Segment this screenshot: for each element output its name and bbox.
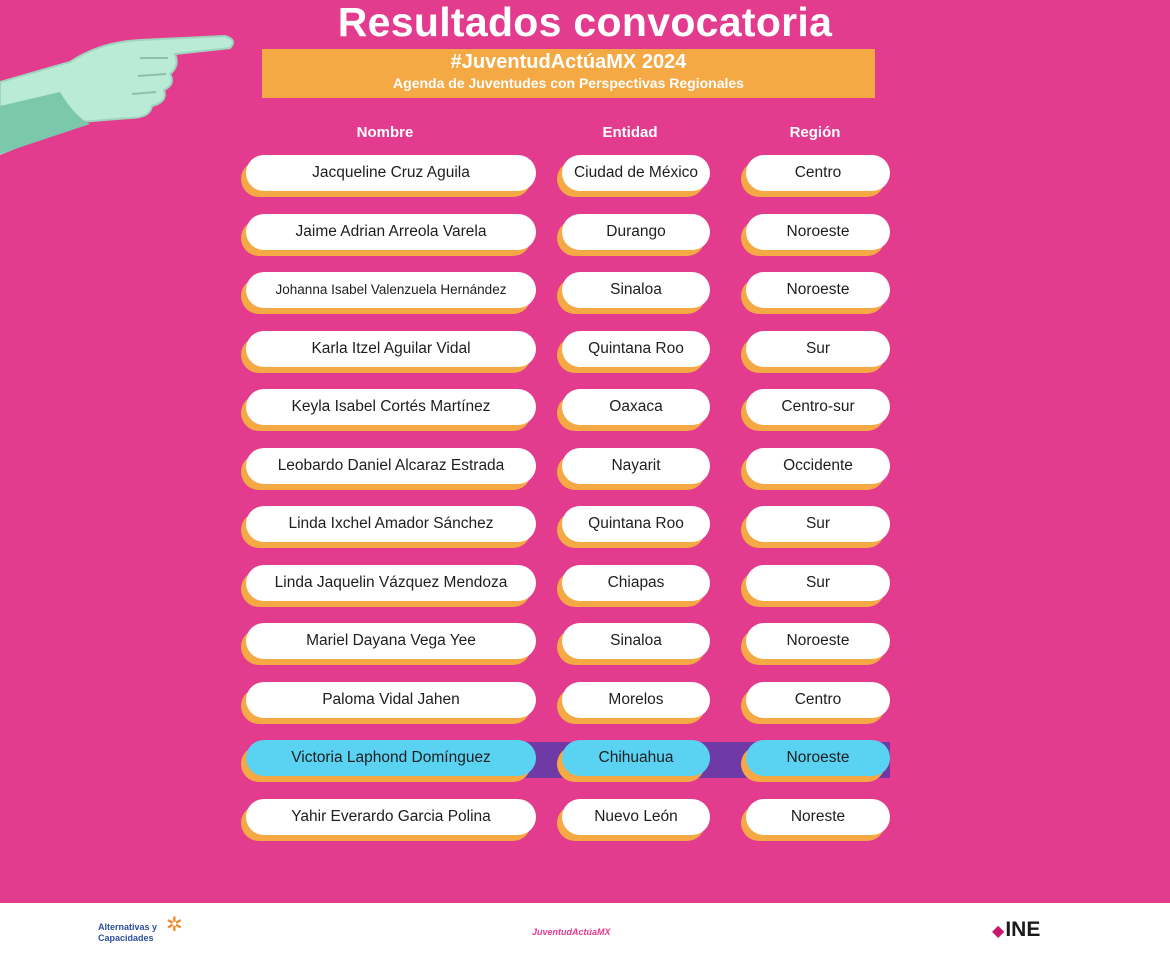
row-region-pill: Noroeste [746, 740, 890, 776]
logo-left-line1: Alternativas y [98, 922, 158, 932]
row-name-pill: Victoria Laphond Domínguez [246, 740, 536, 776]
row-entity-pill: Nayarit [562, 448, 710, 484]
row-region-pill: Occidente [746, 448, 890, 484]
subtitle-banner [262, 49, 875, 98]
logo-right-text: INE [1005, 918, 1041, 941]
footer [0, 903, 1170, 968]
row-name-pill: Yahir Everardo Garcia Polina [246, 799, 536, 835]
row-region-pill: Noroeste [746, 272, 890, 308]
column-header-region: Región [789, 124, 841, 141]
row-entity-pill: Quintana Roo [562, 506, 710, 542]
row-entity-pill: Durango [562, 214, 710, 250]
row-name-pill: Johanna Isabel Valenzuela Hernández [246, 272, 536, 308]
row-name-pill: Karla Itzel Aguilar Vidal [246, 331, 536, 367]
logo-ine [992, 918, 1040, 942]
logo-alternativas-y-capacidades [98, 914, 183, 944]
row-name-pill: Linda Jaquelin Vázquez Mendoza [246, 565, 536, 601]
row-entity-pill: Nuevo León [562, 799, 710, 835]
row-name-pill: Jaime Adrian Arreola Varela [246, 214, 536, 250]
row-entity-pill: Quintana Roo [562, 331, 710, 367]
row-region-pill: Sur [746, 565, 890, 601]
logo-juventud-actua [532, 927, 611, 937]
sprig-icon: ✲ [166, 914, 183, 936]
row-region-pill: Noroeste [746, 623, 890, 659]
hashtag-text: #JuventudActúaMX 2024 [450, 51, 687, 73]
logo-center-text: JuventudActúaMX [532, 927, 611, 937]
row-region-pill: Centro [746, 682, 890, 718]
row-entity-pill: Chihuahua [562, 740, 710, 776]
row-name-pill: Jacqueline Cruz Aguila [246, 155, 536, 191]
row-region-pill: Sur [746, 506, 890, 542]
row-entity-pill: Oaxaca [562, 389, 710, 425]
row-name-pill: Linda Ixchel Amador Sánchez [246, 506, 536, 542]
row-name-pill: Keyla Isabel Cortés Martínez [246, 389, 536, 425]
row-region-pill: Sur [746, 331, 890, 367]
row-name-pill: Mariel Dayana Vega Yee [246, 623, 536, 659]
row-region-pill: Noreste [746, 799, 890, 835]
banner-subtitle: Agenda de Juventudes con Perspectivas Regionales [393, 75, 744, 91]
column-header-name: Nombre [356, 124, 414, 141]
row-name-pill: Paloma Vidal Jahen [246, 682, 536, 718]
row-entity-pill: Ciudad de México [562, 155, 710, 191]
row-name-pill: Leobardo Daniel Alcaraz Estrada [246, 448, 536, 484]
row-entity-pill: Sinaloa [562, 272, 710, 308]
logo-left-line2: Capacidades [98, 933, 154, 943]
row-region-pill: Centro-sur [746, 389, 890, 425]
row-region-pill: Centro [746, 155, 890, 191]
row-entity-pill: Chiapas [562, 565, 710, 601]
row-region-pill: Noroeste [746, 214, 890, 250]
row-entity-pill: Sinaloa [562, 623, 710, 659]
page-title: Resultados convocatoria [337, 0, 833, 45]
column-header-entity: Entidad [602, 124, 658, 141]
ine-triangle-icon: ◆ [992, 923, 1005, 940]
row-entity-pill: Morelos [562, 682, 710, 718]
